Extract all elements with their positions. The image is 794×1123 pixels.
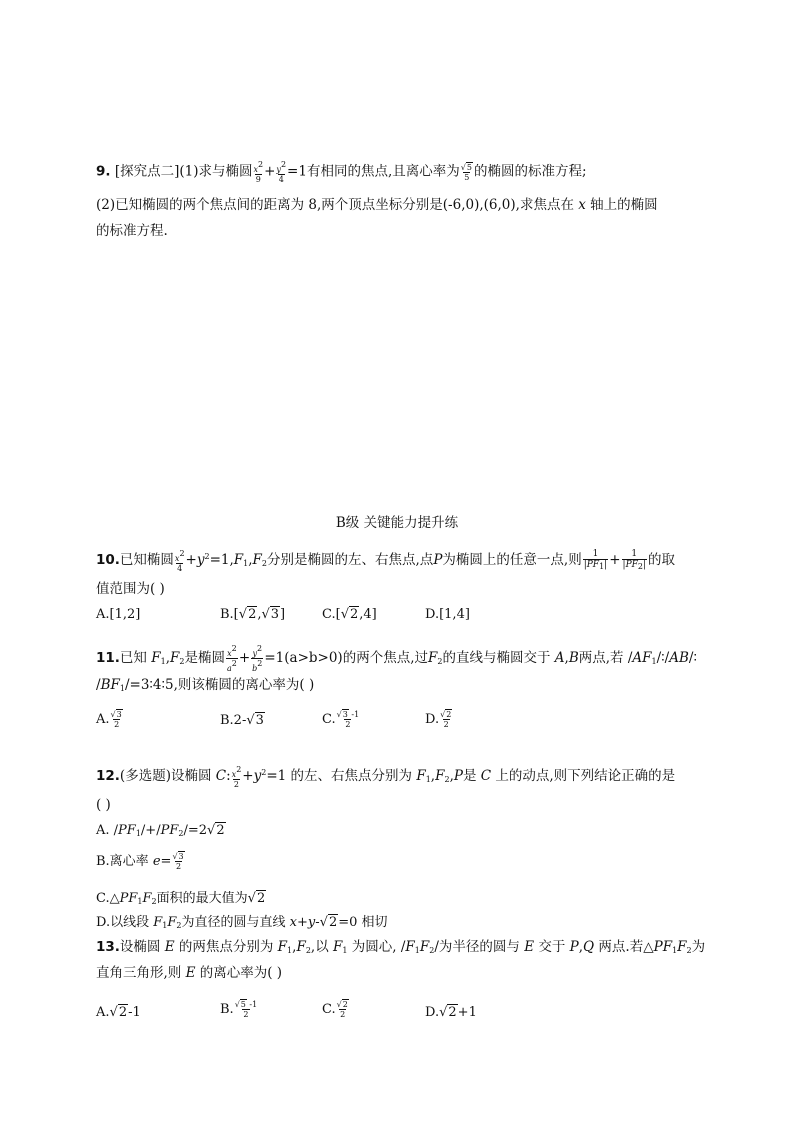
q11-line1: 11.已知 $F_1,F_2$是椭圆 $\frac{x^2}{a^2}$ + $\frac{y^2}{b^2}$ =1(a>b>0)的两个焦点,过$F_2$的直线与椭圆交于 A,B两点,若 $/AF_1/∶/AB/∶$ — [96, 644, 697, 673]
q12-text-a: (多选题)设椭圆 — [119, 768, 212, 784]
q13-option-c[interactable]: C. $\frac{√2}{2}$ — [322, 1000, 348, 1019]
q9-part2-line2: 的标准方程. — [96, 223, 168, 239]
q13-option-b[interactable]: B. $\frac{√5 -1}{2}$ — [220, 1000, 258, 1019]
q10-option-d[interactable] — [425, 606, 470, 624]
q9-line1: 9. [探究点二](1)求与椭圆 $\frac{x^2}{9}$ + $\frac{y^2}{4}$ =1有相同的焦点,且离心率为 $\frac{√5}{5}$ 的椭圆的标准方程; — [96, 160, 587, 184]
q12-fraction-x2-2: $\frac{x^2}{2}$ — [231, 764, 242, 789]
q10-option-c[interactable]: C.[√2,4] — [322, 607, 377, 622]
q10-option-a[interactable] — [96, 606, 140, 624]
q10-option-c-label: C.[ — [322, 607, 341, 622]
q11-text-b: 是椭圆 — [184, 650, 225, 666]
q10-option-b[interactable]: B.[√2,√3] — [220, 607, 286, 622]
q10-option-a-label: A.[1,2] — [96, 607, 141, 622]
q11-option-a[interactable]: A. $\frac{√3}{2}$ — [96, 710, 122, 729]
q12-option-b[interactable]: B.离心率 e= $\frac{√3}{2}$ — [96, 852, 184, 871]
section-b-title: B级 关键能力提升练 — [335, 515, 459, 531]
q12-option-c[interactable]: $C.\triangle PF_1F_2$面积的最大值为√2 — [96, 891, 266, 906]
q12-option-a-tail: =2 — [187, 823, 208, 838]
q10-line2 — [96, 580, 165, 598]
q13-line2-b: 的离心率为( ) — [199, 965, 283, 981]
q13-text-a: 设椭圆 — [119, 939, 161, 955]
q11-text-e: 两点,若 — [578, 650, 624, 666]
q11-text-a: 已知 — [119, 650, 147, 666]
q12-line2-text: ( ) — [96, 797, 111, 813]
q11-option-b[interactable]: B.2-√3 — [220, 713, 264, 728]
q12-line2 — [96, 796, 111, 814]
q11-fraction-y2-b2: $\frac{y^2}{b^2}$ — [252, 644, 263, 673]
q10-line2-text: 值范围为( ) — [96, 581, 165, 597]
q9-part1-suffix: 的椭圆的标准方程; — [473, 163, 587, 180]
q13-text-e: 为半径的圆与 — [438, 939, 520, 955]
q11-line2: $/BF_1/=3∶4∶5$,则该椭圆的离心率为( ) — [96, 677, 315, 693]
q10-text-e: 的取 — [648, 552, 676, 568]
q11-line2-tail: =3∶4∶5,则该椭圆的离心率为( ) — [129, 677, 315, 693]
q12-text-d: 上的动点,则下列结论正确的是 — [495, 768, 676, 784]
q10-text-d: 为椭圆上的任意一点,则 — [442, 552, 582, 568]
q13-text-h: 为 — [691, 939, 706, 955]
q9-line3 — [96, 222, 168, 240]
q9-part1-mid: 有相同的焦点,且离心率为 — [306, 163, 460, 180]
q11-option-d-frac: $\frac{√2}{2}$ — [440, 710, 452, 729]
q12-option-d-tail: =0 相切 — [338, 915, 388, 930]
q9-tag: [探究点二] — [114, 163, 180, 180]
q10-fraction-1-pf1: $\frac{1}{|PF_1|}$ — [583, 549, 608, 571]
q11-option-b-label: B.2- — [220, 713, 247, 728]
q11-text-d: 的直线与椭圆交于 — [442, 650, 551, 666]
q13-text-g: 两点.若△ — [598, 939, 654, 955]
q12-line1: 12.(多选题)设椭圆 C: $\frac{x^2}{2}$ $+y^2=1$ 的左、右焦点分别为 $F_1,F_2,P$是 C 上的动点,则下列结论正确的是 — [96, 764, 676, 789]
q9-line2 — [96, 196, 658, 214]
q13-line2: 直角三角形,则 E 的离心率为( ) — [96, 965, 283, 981]
q13-text-d: 为圆心, — [351, 939, 397, 955]
q12-option-c-tail: 面积的最大值为 — [156, 891, 248, 906]
q13-line1: 13.设椭圆 E 的两焦点分别为 $F_1,F_2$,以 $F_1$ 为圆心, $/F_1F_2/$为半径的圆与 E 交于 P,Q 两点.若$\triangle PF_1F_2$为 — [96, 939, 706, 955]
q10-text-c: 分别是椭圆的左、右焦点,点 — [267, 552, 434, 568]
q9-part1-prefix: (1)求与椭圆 — [179, 163, 253, 180]
q10-text-b: =1, — [209, 552, 234, 568]
q11-option-c-frac: $\frac{√3 -1}{2}$ — [336, 710, 360, 729]
q12-option-d[interactable]: D.以线段 $F_1F_2$为直径的圆与直线 x+y-√2=0 相切 — [96, 915, 388, 930]
q11-text-c: =1(a>b>0)的两个焦点,过 — [264, 650, 428, 666]
q13-text-c: 以 — [315, 939, 329, 955]
q13-option-b-frac: $\frac{√5 -1}{2}$ — [234, 1000, 258, 1019]
q10-option-d-label: D.[1,4] — [425, 607, 470, 622]
q12-number: 12. — [96, 768, 120, 784]
q13-line2-a: 直角三角形,则 — [96, 965, 182, 981]
q9-fraction-sqrt5-5: $\frac{√5}{5}$ — [460, 162, 472, 182]
q12-option-b-prefix: B.离心率 — [96, 854, 149, 869]
q9-part2-line1-end: 轴上的椭圆 — [590, 197, 658, 213]
q11-number: 11. — [96, 650, 120, 666]
q12-option-d-prefix: D.以线段 — [96, 915, 150, 930]
q10-option-b-label: B.[ — [220, 607, 239, 622]
q9-fraction-y2-4: $\frac{y^2}{4}$ — [276, 160, 287, 184]
q10-text-a: 已知椭圆 — [119, 552, 174, 568]
q11-option-a-frac: $\frac{√3}{2}$ — [110, 710, 122, 729]
q11-option-c[interactable]: C. $\frac{√3 -1}{2}$ — [322, 710, 360, 729]
q10-number: 10. — [96, 552, 120, 568]
q12-option-d-mid: 为直径的圆与直线 — [181, 915, 286, 930]
q12-text-b: =1 的左、右焦点分别为 — [266, 768, 413, 784]
q10-fraction-x2-4: $\frac{x^2}{4}$ — [174, 548, 185, 573]
q12-option-a[interactable]: A. $/PF_1/+/PF_2/=2√2$ — [96, 823, 225, 838]
q12-option-c-prefix: C.△ — [96, 891, 120, 906]
q12-text-c: 是 — [462, 768, 477, 784]
q13-option-a[interactable]: A.√2-1 — [96, 1005, 141, 1020]
q13-text-b: 的两焦点分别为 — [178, 939, 274, 955]
q13-option-d[interactable]: D.√2+1 — [425, 1005, 477, 1020]
q10-fraction-1-pf2: $\frac{1}{|PF_2|}$ — [622, 549, 647, 571]
q9-fraction-x2-9: $\frac{x^2}{9}$ — [253, 160, 264, 184]
q13-text-f: 交于 — [538, 939, 566, 955]
q13-number: 13. — [96, 939, 120, 955]
q9-part2-line1: (2)已知椭圆的两个焦点间的距离为 8,两个顶点坐标分别是(-6,0),(6,0),求焦点在 — [96, 197, 574, 213]
q9-number: 9. — [96, 163, 111, 180]
q10-line1: 10.已知椭圆 $\frac{x^2}{4}$ $+y^2=1,F_1,F_2$分别是椭圆的左、右焦点,点P为椭圆上的任意一点,则 $\frac{1}{|PF_1|}$ + $\frac{1}{|PF_2|}$ 的取 — [96, 548, 676, 573]
q11-option-d[interactable]: D. $\frac{√2}{2}$ — [425, 710, 452, 729]
q13-option-c-frac: $\frac{√2}{2}$ — [336, 1000, 348, 1019]
q9-var-x: x — [578, 197, 586, 213]
q12-option-b-frac: $\frac{√3}{2}$ — [172, 852, 184, 871]
q11-fraction-x2-a2: $\frac{x^2}{a^2}$ — [226, 644, 237, 673]
